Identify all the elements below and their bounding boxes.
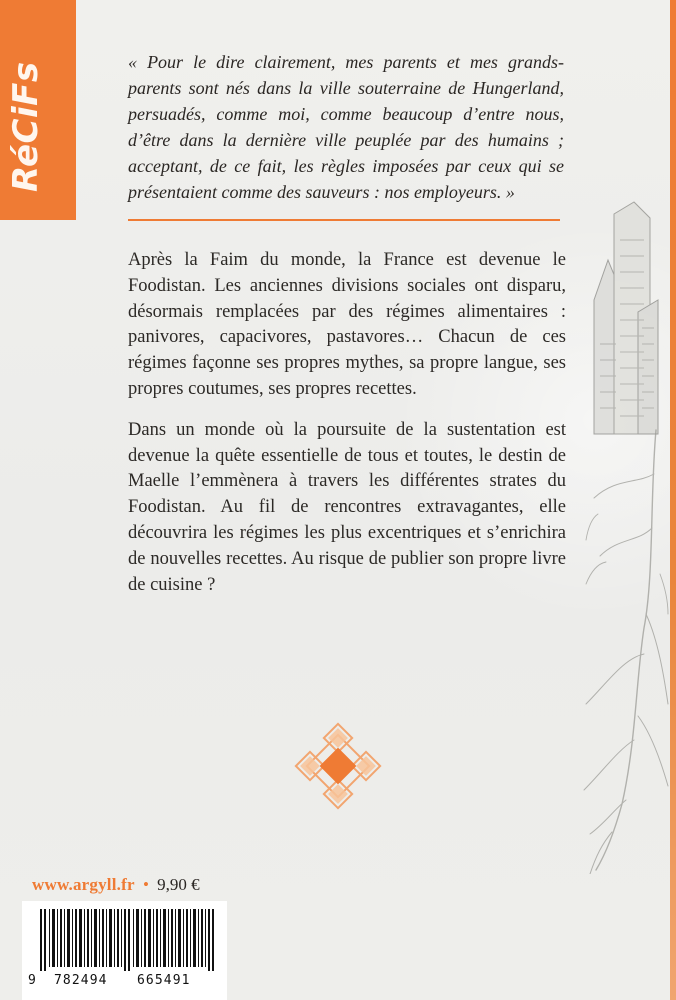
barcode-right-digits: 665491 [137,973,191,988]
series-label: RéCiFs [6,61,46,192]
city-roots-illustration [578,184,670,874]
right-edge-stripe [670,0,676,1000]
barcode-first-digit: 9 [28,973,36,988]
quote-text: « Pour le dire clairement, mes parents et mes grands-parents sont nés dans la ville souterraine de Hungerland, persuadés, comme moi, comme beaucoup d’entre nous, d’être dans la dernière ville peuplée par des humains ; acceptant, de ce fait, les règles imposées par ceux qui se présentaient comme des sauveurs : nos employeurs. » [128,52,564,202]
series-tab [0,0,76,220]
barcode-left-digits: 782494 [54,973,108,988]
price-line [32,875,200,895]
separator: • [142,875,149,894]
quote-block [128,49,564,205]
orange-divider [128,219,560,221]
description-paragraph-1: Après la Faim du monde, la France est devenue le Foodistan. Les anciennes divisions sociales ont disparu, désormais remplacées par des régimes alimentaires : panivores, capacivores, pastavores… Chacun de ces régimes façonne ses propres mythes, sa propre langue, ses propres coutumes, ses propres recettes. [128,250,566,399]
description-paragraph-2: Dans un monde où la poursuite de la sustentation est devenue la quête essentielle de tous et toutes, le destin de Maelle l’emmènera à travers les différentes strates du Foodistan. Au fil de rencontres extravagantes, elle découvrira les régimes les plus excentriques et s’enrichira de nouvelles recettes. Au risque de publier son propre livre de cuisine ? [128,419,566,595]
barcode-area [22,901,227,1000]
price: 9,90 € [157,875,200,894]
barcode [22,901,227,1000]
website: www.argyll.fr [32,875,135,894]
description-block [128,248,566,613]
diamond-ornament-icon [294,722,382,810]
